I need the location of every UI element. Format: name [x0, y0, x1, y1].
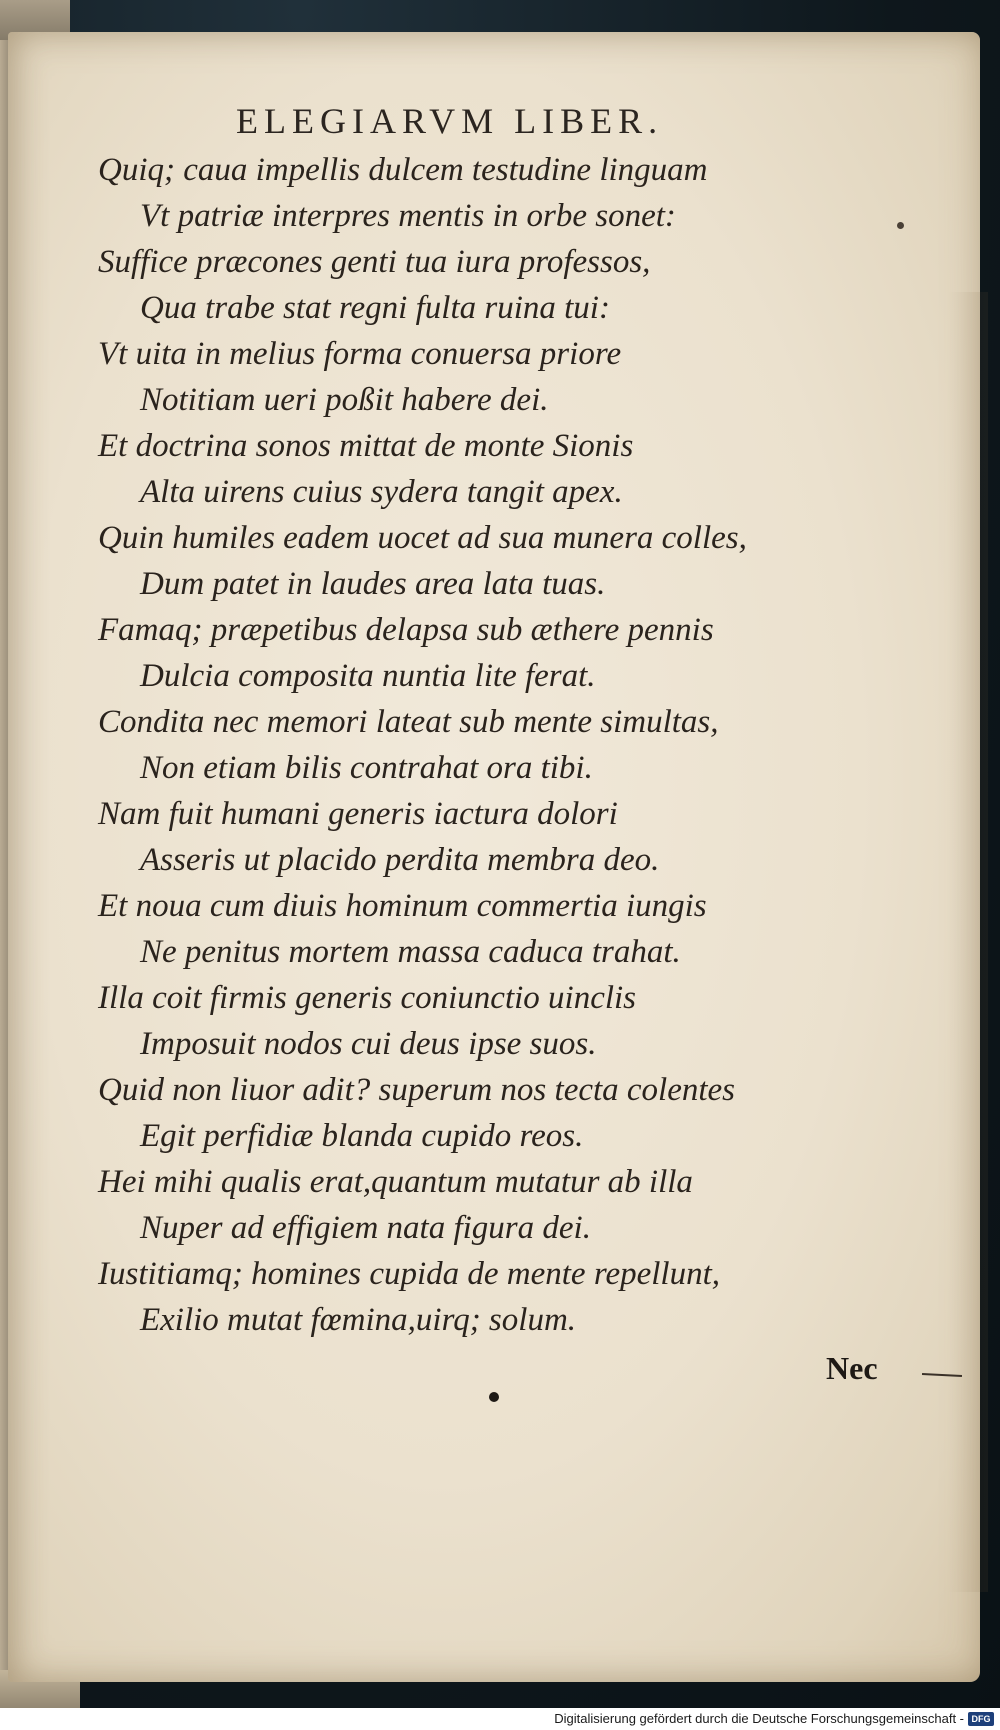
verse-line: Nam fuit humani generis iactura dolori: [98, 796, 618, 832]
verse-line: Illa coit firmis generis coniunctio uinclis: [98, 980, 637, 1016]
signature-dot: [489, 1392, 499, 1402]
verse-line: Qua trabe stat regni fulta ruina tui:: [140, 290, 610, 326]
verse-line: Alta uirens cuius sydera tangit apex.: [140, 474, 623, 510]
verse-line: Asseris ut placido perdita membra deo.: [140, 842, 660, 878]
catchword: Nec: [826, 1350, 878, 1386]
footer-credit: Digitalisierung gefördert durch die Deutsche Forschungsgemeinschaft -: [554, 1711, 964, 1726]
verse-line: Iustitiamq; homines cupida de mente repellunt,: [98, 1256, 720, 1292]
verse-line: Egit perfidiæ blanda cupido reos.: [140, 1118, 584, 1154]
verse-line: Dulcia composita nuntia lite ferat.: [140, 658, 596, 694]
verse-line: Exilio mutat fœmina,uirq; solum.: [140, 1302, 577, 1338]
verse-line: Quiq; caua impellis dulcem testudine linguam: [98, 152, 708, 188]
verse-line: Et noua cum diuis hominum commertia iungis: [98, 888, 707, 924]
verse-line: Condita nec memori lateat sub mente simultas,: [98, 704, 719, 740]
verse-line: Dum patet in laudes area lata tuas.: [140, 566, 606, 602]
verse-line: Vt uita in melius forma conuersa priore: [98, 336, 622, 372]
verse-line: Non etiam bilis contrahat ora tibi.: [140, 750, 593, 786]
running-head: ELEGIARVM LIBER.: [236, 101, 664, 141]
verse-line: Famaq; præpetibus delapsa sub æthere pennis: [98, 612, 714, 648]
verse-line: Imposuit nodos cui deus ipse suos.: [140, 1026, 597, 1062]
verse-line: Nuper ad effigiem nata figura dei.: [140, 1210, 591, 1246]
verse-line: Suffice præcones genti tua iura professos,: [98, 244, 651, 280]
verse-line: Quid non liuor adit? superum nos tecta colentes: [98, 1072, 736, 1108]
dfg-logo: DFG: [968, 1712, 994, 1726]
verse-line: Vt patriæ interpres mentis in orbe sonet:: [140, 198, 676, 234]
verse-line: Et doctrina sonos mittat de monte Sionis: [98, 428, 634, 464]
verse-line: Hei mihi qualis erat,quantum mutatur ab illa: [98, 1164, 693, 1200]
margin-speck: [897, 222, 904, 229]
verse-line: Ne penitus mortem massa caduca trahat.: [140, 934, 681, 970]
page-edge-stain: [948, 292, 988, 1592]
verse-line: Notitiam ueri poßit habere dei.: [140, 382, 549, 418]
verse-line: Quin humiles eadem uocet ad sua munera colles,: [98, 520, 747, 556]
